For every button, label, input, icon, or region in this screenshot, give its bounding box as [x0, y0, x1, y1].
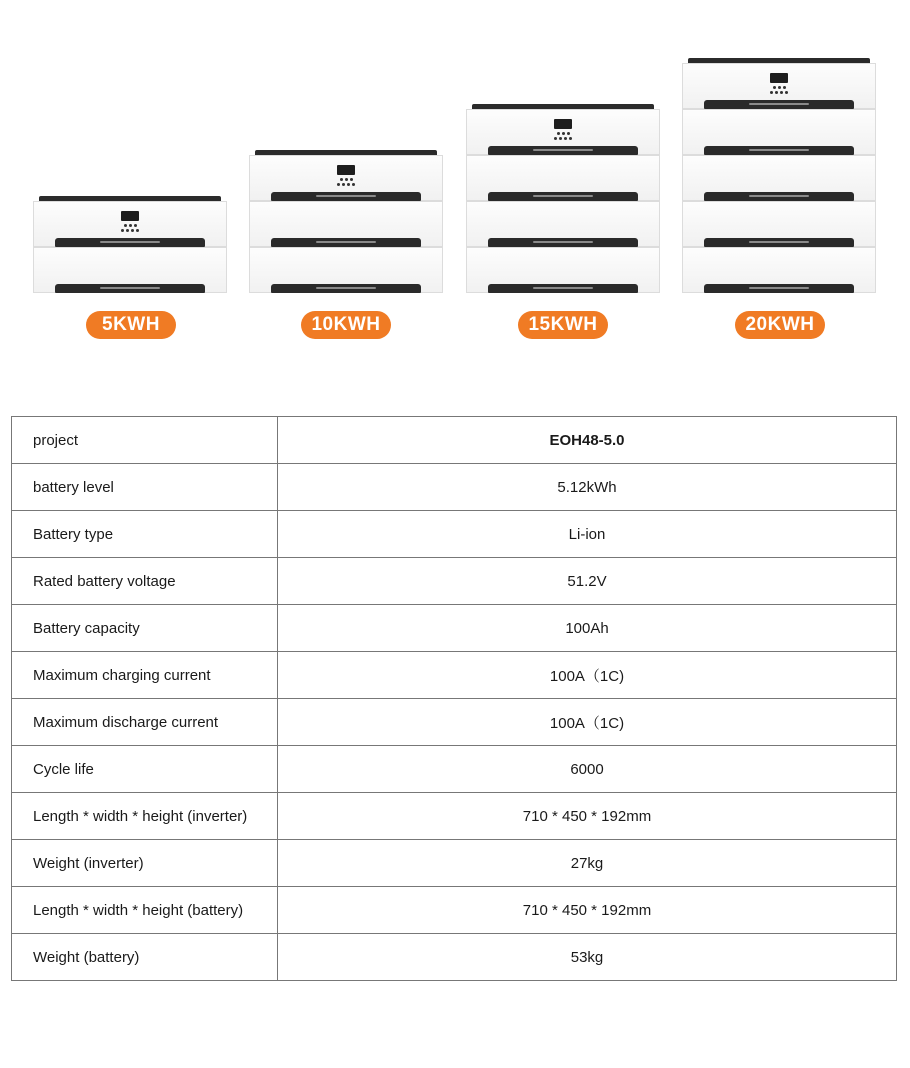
- row-value: 710 * 450 * 192mm: [278, 887, 897, 934]
- row-value: 100A（1C): [278, 699, 897, 746]
- table-row: [12, 746, 897, 793]
- table-row: [12, 605, 897, 652]
- table-row: [12, 699, 897, 746]
- table-row: [12, 652, 897, 699]
- display-screen-icon: [554, 119, 572, 129]
- table-row: [12, 793, 897, 840]
- row-label: Battery type: [12, 511, 278, 558]
- battery-stack-10kwh: [249, 150, 443, 294]
- table-row: [12, 840, 897, 887]
- row-value: 53kg: [278, 934, 897, 981]
- row-label: Rated battery voltage: [12, 558, 278, 605]
- row-label: Cycle life: [12, 746, 278, 793]
- spec-table: [11, 416, 897, 981]
- row-value: 6000: [278, 746, 897, 793]
- table-row: [12, 464, 897, 511]
- row-value: 51.2V: [278, 558, 897, 605]
- table-row: [12, 558, 897, 605]
- module-handle: [704, 100, 854, 109]
- row-value: Li-ion: [278, 511, 897, 558]
- module-handle: [704, 192, 854, 201]
- module-handle: [488, 238, 638, 247]
- row-label: Weight (inverter): [12, 840, 278, 887]
- module-handle: [55, 238, 205, 247]
- display-screen-icon: [337, 165, 355, 175]
- badge-10kwh: 10KWH: [301, 311, 391, 339]
- battery-stack-20kwh: [682, 58, 876, 294]
- module-handle: [271, 192, 421, 201]
- row-label: Length * width * height (inverter): [12, 793, 278, 840]
- indicator-lights-icon: [768, 86, 790, 96]
- badge-15kwh: 15KWH: [518, 311, 608, 339]
- display-screen-icon: [121, 211, 139, 221]
- indicator-lights-icon: [119, 224, 141, 234]
- battery-stack-5kwh: [33, 196, 227, 294]
- row-value: EOH48-5.0: [278, 417, 897, 464]
- row-label: Maximum discharge current: [12, 699, 278, 746]
- badge-5kwh: 5KWH: [86, 311, 176, 339]
- row-label: Maximum charging current: [12, 652, 278, 699]
- module-handle: [704, 238, 854, 247]
- indicator-lights-icon: [335, 178, 357, 188]
- module-handle: [488, 192, 638, 201]
- row-value: 100A（1C): [278, 652, 897, 699]
- module-handle: [55, 284, 205, 293]
- row-value: 710 * 450 * 192mm: [278, 793, 897, 840]
- row-label: battery level: [12, 464, 278, 511]
- display-screen-icon: [770, 73, 788, 83]
- module-handle: [488, 284, 638, 293]
- battery-stack-15kwh: [466, 104, 660, 294]
- row-value: 5.12kWh: [278, 464, 897, 511]
- row-label: project: [12, 417, 278, 464]
- row-label: Length * width * height (battery): [12, 887, 278, 934]
- indicator-lights-icon: [552, 132, 574, 142]
- table-row: [12, 511, 897, 558]
- row-label: Weight (battery): [12, 934, 278, 981]
- row-value: 27kg: [278, 840, 897, 887]
- module-handle: [488, 146, 638, 155]
- module-handle: [271, 284, 421, 293]
- table-row-header: [12, 417, 897, 464]
- module-handle: [704, 284, 854, 293]
- module-handle: [704, 146, 854, 155]
- table-row: [12, 934, 897, 981]
- row-label: Battery capacity: [12, 605, 278, 652]
- badge-20kwh: 20KWH: [735, 311, 825, 339]
- table-row: [12, 887, 897, 934]
- module-handle: [271, 238, 421, 247]
- row-value: 100Ah: [278, 605, 897, 652]
